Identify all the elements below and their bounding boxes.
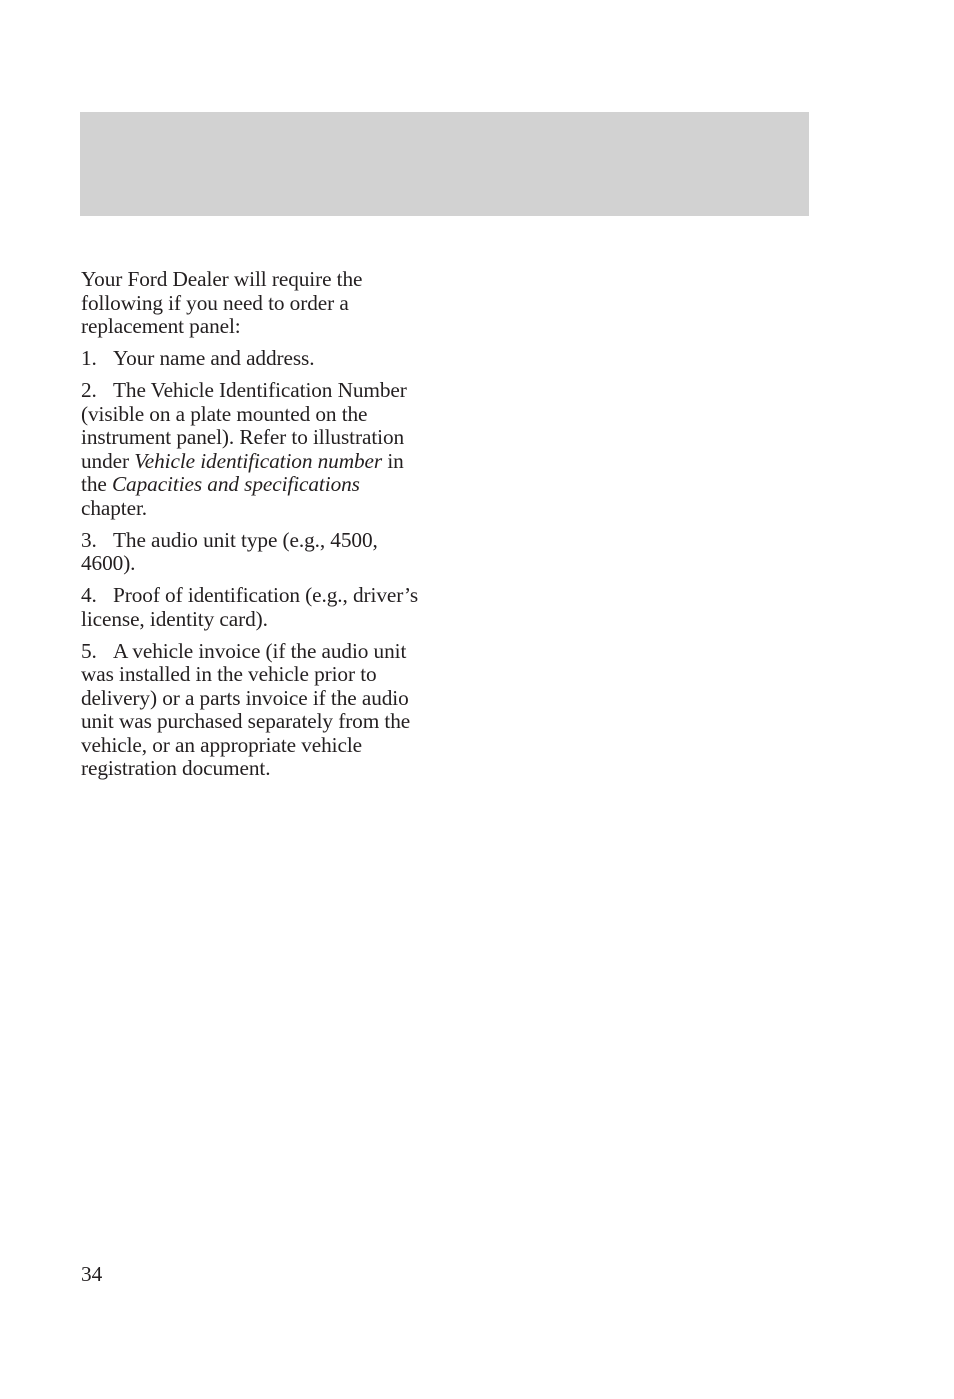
list-item	[81, 347, 431, 371]
item-text: The audio unit type (e.g., 4500, 4600).	[81, 527, 378, 575]
item-number: 2.	[81, 378, 97, 402]
item-text: A vehicle invoice (if the audio unit was installed in the vehicle prior to delivery) or a parts invoice if the audio unit was purchased separately from the vehicle, or an appropriate vehicle registration document.	[81, 638, 411, 780]
item-text: Proof of identification (e.g., driver’s license, identity card).	[81, 583, 419, 631]
page-number: 34	[81, 1262, 103, 1286]
item-text: Your name and address.	[113, 346, 315, 370]
header-band	[80, 112, 809, 216]
italic-reference: Capacities and specifications	[111, 472, 360, 496]
list-item	[81, 379, 431, 520]
item-text: chapter.	[81, 495, 148, 520]
list-item	[81, 529, 431, 576]
item-number: 4.	[81, 583, 97, 607]
list-item	[81, 584, 431, 631]
list-item	[81, 640, 431, 781]
item-text: in the	[81, 448, 404, 496]
italic-reference: Vehicle identification number	[134, 448, 383, 473]
item-number: 3.	[81, 527, 97, 552]
body-text	[81, 268, 431, 789]
item-text: The Vehicle Identification Number (visible on a plate mounted on the instrument panel). Refer to illustration under	[81, 378, 407, 473]
intro-paragraph: Your Ford Dealer will require the following if you need to order a replacement panel:	[81, 267, 363, 338]
item-number: 1.	[81, 346, 97, 370]
item-number: 5.	[81, 638, 97, 663]
